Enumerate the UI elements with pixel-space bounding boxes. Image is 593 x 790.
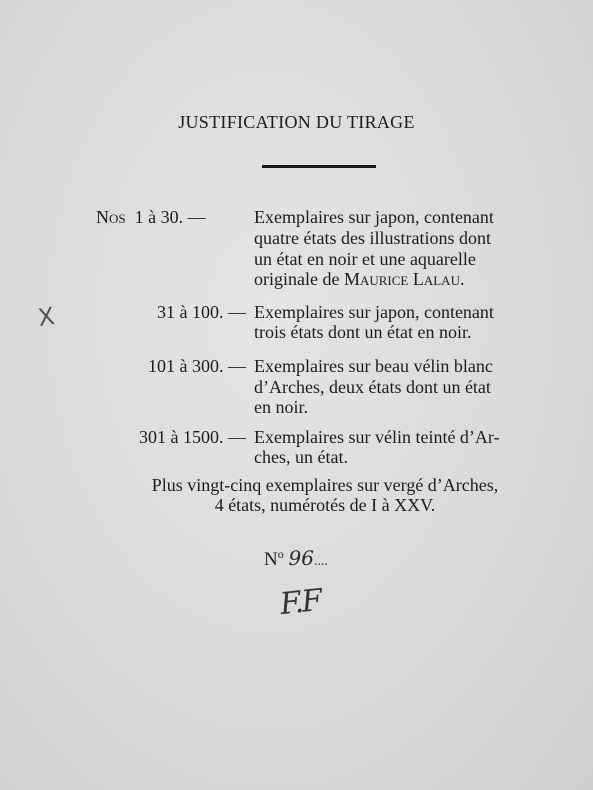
entry-line: Exemplaires sur japon, contenant xyxy=(254,302,494,322)
entry-line: d’Arches, deux états dont un état xyxy=(254,377,491,397)
handwritten-initials: F.F xyxy=(278,582,323,623)
entry-line: Exemplaires sur japon, contenant xyxy=(254,207,494,227)
entry-line: quatre états des illustrations dont xyxy=(254,228,491,248)
copy-number: $N^o$ 96.... xyxy=(264,546,328,570)
entry-line: ches, un état. xyxy=(254,447,348,467)
entry-line: Exemplaires sur beau vélin blanc xyxy=(254,356,493,376)
entry-line: Exemplaires sur vélin teinté d’Ar- xyxy=(254,427,500,447)
entry-range: 101 à 300. — xyxy=(148,356,246,376)
title-rule xyxy=(262,165,376,168)
entry-range: 301 à 1500. — xyxy=(139,427,246,447)
entry-range: 31 à 100. — xyxy=(157,302,246,322)
entry-line-last: originale de Maurice Lalau. xyxy=(254,269,465,289)
entry-line: trois états dont un état en noir. xyxy=(254,322,472,342)
page-title: JUSTIFICATION DU TIRAGE xyxy=(178,112,415,132)
entry-prefix: Nos xyxy=(96,207,126,227)
additional-copies-line: Plus vingt-cinq exemplaires sur vergé d’Arches, xyxy=(151,475,499,495)
author-name: Maurice Lalau xyxy=(343,269,460,289)
entry-line: un état en noir et une aquarelle xyxy=(254,249,476,269)
handwritten-x-mark: X xyxy=(36,301,57,333)
handwritten-copy-number: 96 xyxy=(288,546,314,570)
entry-range: Nos 1 à 30. — xyxy=(96,207,206,227)
additional-copies-line: 4 états, numérotés de I à XXV. xyxy=(214,495,436,515)
entry-line: en noir. xyxy=(254,397,308,417)
